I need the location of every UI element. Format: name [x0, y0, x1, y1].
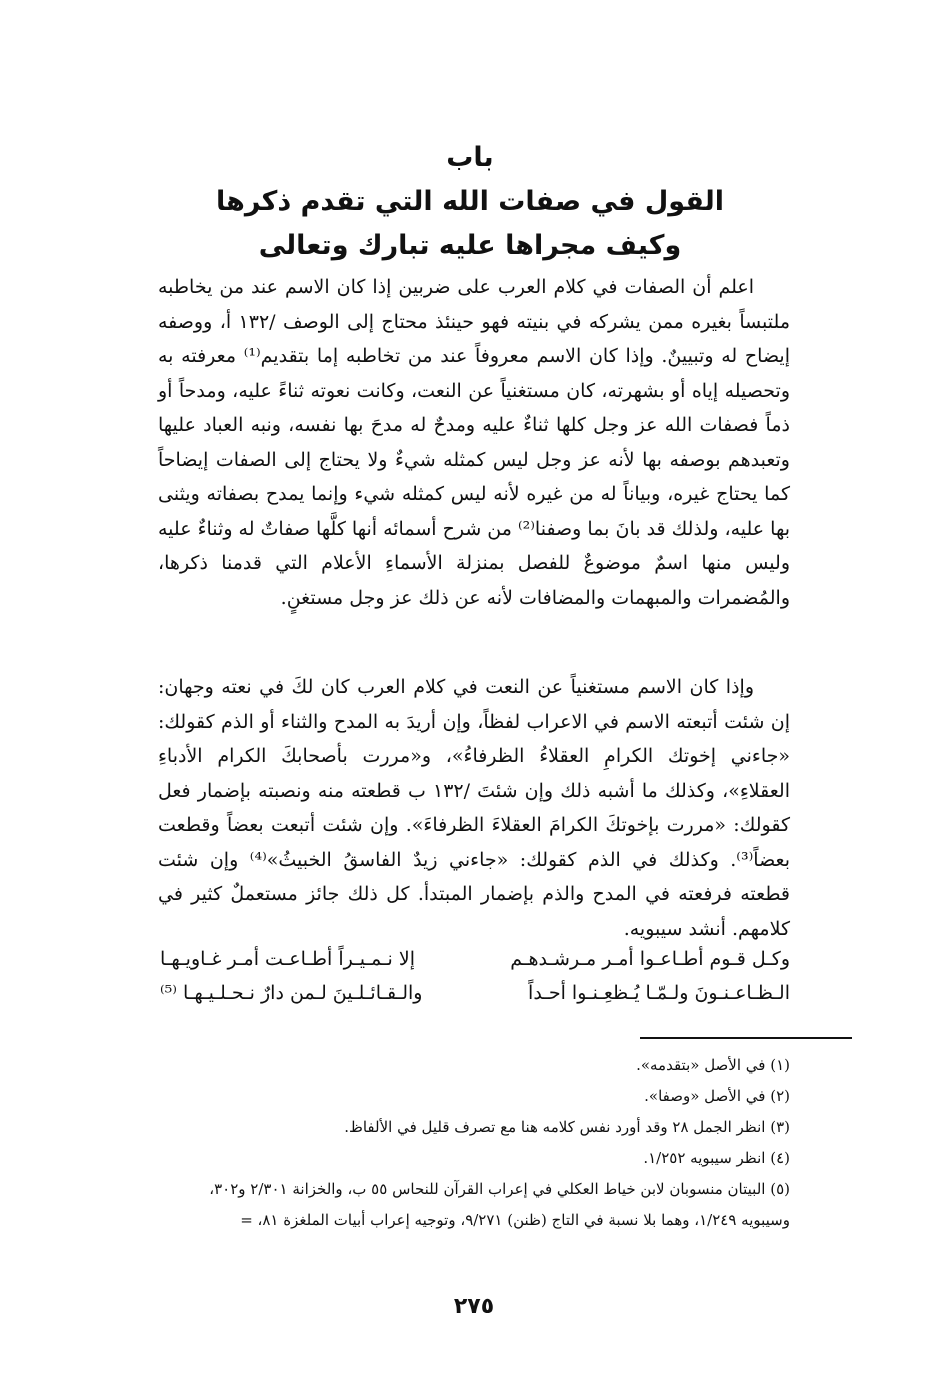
footnote-4: (٤) انظر سيبويه ١/٢٥٢. — [643, 1149, 790, 1167]
footnote-5-continued: وسيبويه ١/٢٤٩، وهما بلا نسبة في التاج (ظنن) ٩/٢٧١، وتوجيه إعراب أبيات الملغزة ٨١، = — [240, 1211, 790, 1229]
footnotes — [152, 1050, 790, 1236]
body-paragraph-2 — [158, 670, 790, 946]
chapter-label: باب — [446, 142, 494, 173]
chapter-title-line-1: القول في صفات الله التي تقدم ذكرها — [215, 186, 725, 217]
verse-hemistich-second: والـقـائـلـينَ لـمن دارٌ نـحـلـيـهـا ⁽⁵⁾ — [160, 982, 423, 1004]
poetry-verse — [160, 942, 790, 1010]
paragraph-text: وإذا كان الاسم مستغنياً عن النعت في كلام العرب كان لكَ في نعته وجهان: إن شئت أتبعته الاسم في الاعراب لفظاً، وإن أريدَ به المدح والثناء أو الذم كقولك: «جاءني إخوتك الكرامِ العقلاءُ الظرفاءُ»، و«مررت بأصحابكَ الكرام الأدباءِ العقلاءِ»، وكذلك ما أشبه ذلك وإن شئتَ /١٣٢ ب قطعته منه ونصبته بإضمار فعل كقولك: «مررت بإخوتكَ الكرامَ العقلاءَ الظرفاءَ». وإن شئت أتبعت بعضاً وقطعت بعضاً⁽³⁾. وكذلك في الذم كقولك: «جاءني زيدٌ الفاسقُ الخبيثُ»⁽⁴⁾ وإن شئت قطعته فرفعته في المدح والذم بإضمار المبتدأ. كل ذلك جائز مستعملٌ كثير في كلامهم. أنشد سيبويه. — [158, 676, 790, 940]
footnote-5: (٥) البيتان منسوبان لابن خياط العكلي في إعراب القرآن للنحاس ٥٥ ب، والخزانة ٢/٣٠١ و٣٠٢، — [209, 1180, 790, 1198]
footnote-3: (٣) انظر الجمل ٢٨ وقد أورد نفس كلامه هنا مع تصرف قليل في الألفاظ. — [344, 1118, 790, 1136]
footnote-1: (١) في الأصل «بتقدمه». — [636, 1056, 790, 1074]
verse-hemistich-second: إلا نـمـيـراً أطـاعـت أمـر غـاويـهـا — [160, 948, 415, 970]
paragraph-text: اعلم أن الصفات في كلام العرب على ضربين إذا كان الاسم عند من يخاطبه ملتبساً بغيره ممن يشركه في بنيته فهو حينئذ محتاج إلى الوصف /١٣٢ أ، ووصفه إيضاح له وتبيينٌ. وإذا كان الاسم معروفاً عند من تخاطبه إما بتقديم⁽¹⁾ معرفته به وتحصيله إياه أو بشهرته، كان مستغنياً عن النعت، وكانت نعوته ثناءً عليه، ومدحاً أو ذماً فصفات الله عز وجل كلها ثناءٌ عليه ومدحٌ له مدحَ بها نفسه، ونبه العباد عليها وتعبدهم بوصفه بها لأنه عز وجل ليس كمثله شيءٌ ولا يحتاج إلى الصفات إيضاحاً كما يحتاج غيره، وبياناً له من غيره لأنه ليس كمثله شيء وإنما يمدح بصفاته ويثنى بها عليه، ولذلك قد بانَ بما وصفنا⁽²⁾ من شرح أسمائه أنها كلَّها صفاتٌ له وثناءٌ عليه وليس منها اسمٌ موضوعٌ للفصل بمنزلة الأسماءِ الأعلام التي قدمنا ذكرها، والمُضمرات والمبهمات والمضافات لأنه عن ذلك عز وجل مستغنٍ. — [157, 276, 790, 609]
verse-hemistich-first: الـظـاعـنـونَ ولـمّـا يُـظعِـنـوا أحـداً — [528, 982, 790, 1004]
footnote-2: (٢) في الأصل «وصفا». — [644, 1087, 790, 1105]
footnote-divider — [640, 1037, 852, 1039]
chapter-title-line-2: وكيف مجراها عليه تبارك وتعالى — [258, 230, 682, 261]
page-number: ٢٧٥ — [453, 1294, 495, 1319]
body-paragraph-1 — [158, 270, 790, 615]
verse-line-2 — [160, 976, 790, 1010]
verse-hemistich-first: وكـل قـوم أطـاعـوا أمـر مـرشـدهـم — [510, 948, 790, 970]
verse-line-1 — [160, 942, 790, 976]
